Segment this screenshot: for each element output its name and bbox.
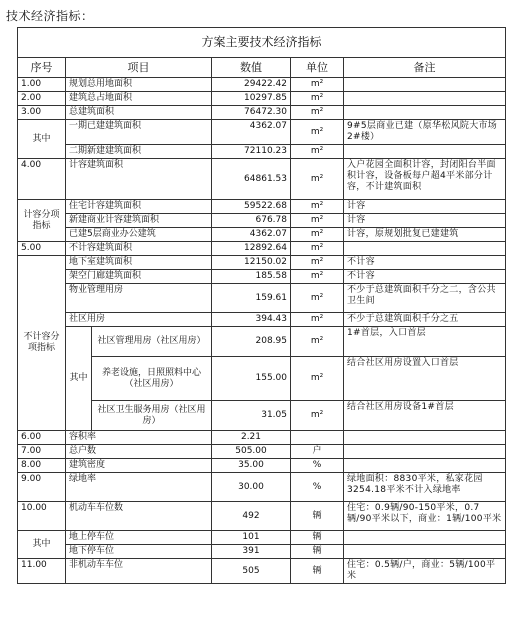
row-item: 计容建筑面积 xyxy=(66,159,212,200)
row-value: 29422.42 xyxy=(212,78,291,92)
row-seq: 8.00 xyxy=(18,459,66,473)
header-item: 项目 xyxy=(66,58,212,78)
row-value: 4362.07 xyxy=(212,120,291,145)
row-seq: 7.00 xyxy=(18,445,66,459)
table-row xyxy=(18,256,506,270)
header-remark: 备注 xyxy=(344,58,506,78)
row-item: 规划总用地面积 xyxy=(66,78,212,92)
row-unit: m² xyxy=(291,256,344,270)
row-item: 社区管理用房（社区用房） xyxy=(92,327,212,357)
table-row xyxy=(18,284,506,313)
row-remark: 9#5层商业已建（原华松风院大市场2#楼） xyxy=(344,120,506,145)
table-row xyxy=(18,431,506,445)
table-row xyxy=(18,327,506,357)
row-remark: 计容 xyxy=(344,214,506,228)
table-caption: 方案主要技术经济指标 xyxy=(18,28,506,58)
row-remark xyxy=(344,106,506,120)
row-value: 505.00 xyxy=(212,445,291,459)
row-item: 物业管理用房 xyxy=(66,284,212,313)
row-item: 社区卫生服务用房（社区用房） xyxy=(92,401,212,431)
row-item: 总建筑面积 xyxy=(66,106,212,120)
row-remark xyxy=(344,242,506,256)
row-value: 59522.68 xyxy=(212,200,291,214)
row-value: 30.00 xyxy=(212,473,291,502)
table-row xyxy=(18,92,506,106)
header-seq: 序号 xyxy=(18,58,66,78)
row-seq: 不计容分项指标 xyxy=(18,256,66,431)
row-value: 76472.30 xyxy=(212,106,291,120)
table-row xyxy=(18,120,506,145)
row-item: 容积率 xyxy=(66,431,212,445)
row-unit: m² xyxy=(291,242,344,256)
row-item: 二期新建建筑面积 xyxy=(66,145,212,159)
table-row xyxy=(18,401,506,431)
row-value: 208.95 xyxy=(212,327,291,357)
row-item: 建筑密度 xyxy=(66,459,212,473)
row-value: 10297.85 xyxy=(212,92,291,106)
row-unit: m² xyxy=(291,214,344,228)
row-remark xyxy=(344,459,506,473)
row-item: 新建商业计容建筑面积 xyxy=(66,214,212,228)
row-remark xyxy=(344,431,506,445)
table-row xyxy=(18,78,506,92)
row-seq: 9.00 xyxy=(18,473,66,502)
table-row xyxy=(18,559,506,584)
row-item: 不计容建筑面积 xyxy=(66,242,212,256)
row-unit: m² xyxy=(291,327,344,357)
row-seq: 其中 xyxy=(18,120,66,159)
table-row xyxy=(18,270,506,284)
row-value: 35.00 xyxy=(212,459,291,473)
table-row xyxy=(18,200,506,214)
row-value: 492 xyxy=(212,502,291,531)
row-unit: % xyxy=(291,459,344,473)
row-remark xyxy=(344,145,506,159)
row-remark: 计容 xyxy=(344,200,506,214)
row-unit: m² xyxy=(291,228,344,242)
row-unit: m² xyxy=(291,270,344,284)
row-remark: 入户花园全面积计容，封闭阳台半面积计容，设备板每户超4平米部分计容，不计建筑面积 xyxy=(344,159,506,200)
table-row xyxy=(18,159,506,200)
row-value: 64861.53 xyxy=(212,159,291,200)
row-seq: 4.00 xyxy=(18,159,66,200)
table-row xyxy=(18,545,506,559)
row-value: 505 xyxy=(212,559,291,584)
row-value: 4362.07 xyxy=(212,228,291,242)
row-unit: m² xyxy=(291,313,344,327)
row-remark: 绿地面积：8830平米，私家花园3254.18平米不计入绿地率 xyxy=(344,473,506,502)
row-unit xyxy=(291,431,344,445)
row-remark: 住宅：0.5辆/户，商业：5辆/100平米 xyxy=(344,559,506,584)
row-remark xyxy=(344,92,506,106)
row-remark: 1#首层，入口首层 xyxy=(344,327,506,357)
row-value: 2.21 xyxy=(212,431,291,445)
row-unit: m² xyxy=(291,145,344,159)
row-unit: m² xyxy=(291,92,344,106)
table-row xyxy=(18,242,506,256)
row-remark xyxy=(344,545,506,559)
row-remark: 结合社区用房设置入口首层 xyxy=(344,357,506,401)
row-remark: 结合社区用房设备1#首层 xyxy=(344,401,506,431)
row-unit: 辆 xyxy=(291,559,344,584)
table-row xyxy=(18,459,506,473)
row-value: 12150.02 xyxy=(212,256,291,270)
row-unit: 辆 xyxy=(291,545,344,559)
page-title: 技术经济指标： xyxy=(6,9,94,23)
row-item: 一期已建建筑面积 xyxy=(66,120,212,145)
row-remark: 不少于总建筑面积千分之五 xyxy=(344,313,506,327)
table-row xyxy=(18,473,506,502)
row-unit: m² xyxy=(291,401,344,431)
row-item: 地下停车位 xyxy=(66,545,212,559)
table-row xyxy=(18,531,506,545)
table-row xyxy=(18,145,506,159)
table-row xyxy=(18,445,506,459)
table-row xyxy=(18,357,506,401)
row-remark xyxy=(344,531,506,545)
row-value: 12892.64 xyxy=(212,242,291,256)
row-seq: 2.00 xyxy=(18,92,66,106)
row-item: 已建5层商业办公建筑 xyxy=(66,228,212,242)
row-seq: 10.00 xyxy=(18,502,66,531)
row-unit: % xyxy=(291,473,344,502)
row-unit: m² xyxy=(291,120,344,145)
row-unit: 辆 xyxy=(291,502,344,531)
row-seq: 5.00 xyxy=(18,242,66,256)
row-value: 185.58 xyxy=(212,270,291,284)
row-value: 155.00 xyxy=(212,357,291,401)
row-seq: 1.00 xyxy=(18,78,66,92)
row-unit: m² xyxy=(291,106,344,120)
sub-group-label: 其中 xyxy=(66,327,92,431)
row-seq: 其中 xyxy=(18,531,66,559)
row-remark: 计容，原规划批复已建建筑 xyxy=(344,228,506,242)
row-item: 社区用房 xyxy=(66,313,212,327)
row-value: 31.05 xyxy=(212,401,291,431)
row-remark: 住宅：0.9辆/90-150平米，0.7辆/90平米以下，商业：1辆/100平米 xyxy=(344,502,506,531)
table-row xyxy=(18,106,506,120)
row-item: 总户数 xyxy=(66,445,212,459)
row-item: 绿地率 xyxy=(66,473,212,502)
row-remark: 不少于总建筑面积千分之二，含公共卫生间 xyxy=(344,284,506,313)
indicator-table xyxy=(17,27,506,584)
row-value: 391 xyxy=(212,545,291,559)
row-value: 676.78 xyxy=(212,214,291,228)
row-item: 建筑总占地面积 xyxy=(66,92,212,106)
row-remark xyxy=(344,445,506,459)
table-row xyxy=(18,313,506,327)
table-row xyxy=(18,214,506,228)
row-unit: m² xyxy=(291,78,344,92)
row-item: 机动车车位数 xyxy=(66,502,212,531)
row-item: 非机动车车位 xyxy=(66,559,212,584)
row-unit: m² xyxy=(291,284,344,313)
row-value: 394.43 xyxy=(212,313,291,327)
row-seq: 6.00 xyxy=(18,431,66,445)
row-value: 101 xyxy=(212,531,291,545)
row-seq: 3.00 xyxy=(18,106,66,120)
row-remark: 不计容 xyxy=(344,270,506,284)
table-row xyxy=(18,502,506,531)
header-unit: 单位 xyxy=(291,58,344,78)
row-unit: 户 xyxy=(291,445,344,459)
row-item: 地下室建筑面积 xyxy=(66,256,212,270)
row-value: 159.61 xyxy=(212,284,291,313)
row-item: 架空门廊建筑面积 xyxy=(66,270,212,284)
row-item: 住宅计容建筑面积 xyxy=(66,200,212,214)
row-unit: 辆 xyxy=(291,531,344,545)
row-seq: 计容分项指标 xyxy=(18,200,66,242)
row-item: 养老设施，日照照料中心（社区用房） xyxy=(92,357,212,401)
row-unit: m² xyxy=(291,357,344,401)
row-seq: 11.00 xyxy=(18,559,66,584)
row-item: 地上停车位 xyxy=(66,531,212,545)
row-value: 72110.23 xyxy=(212,145,291,159)
row-unit: m² xyxy=(291,200,344,214)
row-unit: m² xyxy=(291,159,344,200)
row-remark xyxy=(344,78,506,92)
table-row xyxy=(18,228,506,242)
row-remark: 不计容 xyxy=(344,256,506,270)
header-value: 数值 xyxy=(212,58,291,78)
